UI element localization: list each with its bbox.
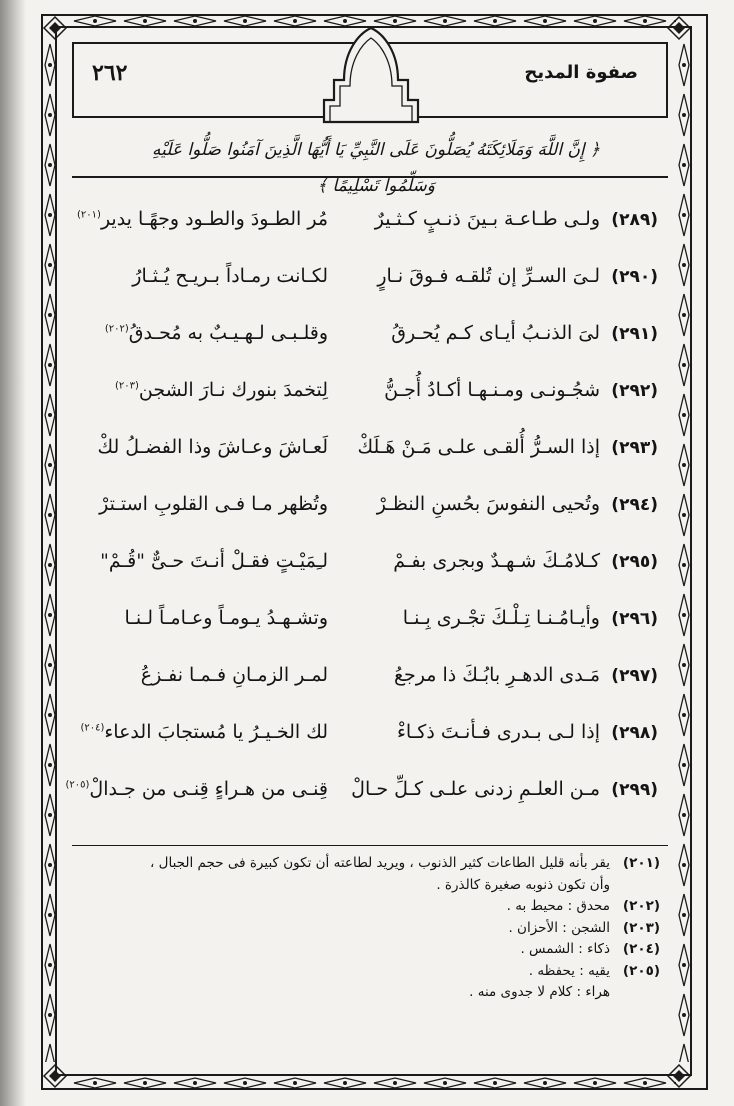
footnote-item bbox=[90, 982, 660, 1004]
poem-row bbox=[72, 367, 668, 424]
hemistich-text: لِتخمدَ بنورك نـارَ الشجن bbox=[138, 379, 328, 401]
footnote-item bbox=[90, 961, 660, 983]
verse-number: (٢٩٤) bbox=[611, 495, 658, 515]
footnote-text: يقر بأنه قليل الطاعات كثير الذنوب ، ويريد لطاعته أن تكون كبيرة فى حجم الجبال ، bbox=[150, 855, 610, 871]
hemistich-text: قِنـى من هـراءٍ قِنـى من جـدالْ bbox=[89, 778, 328, 800]
hemistich-text: وقلـبـى لـهـيـبٌ به مُحـدقُ bbox=[128, 322, 328, 344]
quran-verse-banner: ﴿ إِنَّ اللَّهَ وَمَلَائِكَتَهُ يُصَلُّونَ عَلَى النَّبِيِّ يَا أَيُّهَا الَّذِينَ آمَنُوا صَلُّوا عَلَيْهِ وَسَلِّمُوا تَسْلِيمًا ﴾ bbox=[151, 140, 601, 196]
left-border-ornament bbox=[43, 40, 57, 1062]
poem-row bbox=[72, 538, 668, 595]
hemistich-text: لك الخـيـرُ يا مُستجابَ الدعاء bbox=[104, 721, 328, 743]
verse-number: (٢٩٩) bbox=[611, 780, 658, 800]
verse-number: (٢٩٢) bbox=[611, 381, 658, 401]
footnote-item bbox=[90, 939, 660, 961]
hemistich-text: لـِمَيْـتٍ فقـلْ أنـتَ حـىٌّ "قُـمْ" bbox=[100, 550, 328, 572]
second-hemistich bbox=[73, 664, 328, 686]
footnote-item bbox=[90, 853, 660, 875]
footnote-text: ذكاء : الشمس . bbox=[520, 941, 610, 957]
verse-number: (٢٩٦) bbox=[611, 609, 658, 629]
footnote-divider bbox=[72, 845, 668, 846]
footnote-number: (٢٠٥) bbox=[622, 962, 660, 979]
poem-row bbox=[72, 652, 668, 709]
hemistich-text: لَعـاشَ وعـاشَ وذا الفضـلُ لكْ bbox=[97, 436, 328, 458]
footnote-marker: (٢٠٤) bbox=[80, 722, 105, 734]
poem-row bbox=[72, 595, 668, 652]
first-hemistich: شجُـونـى ومـنـهـا أكـادُ أُجـنُّ bbox=[384, 379, 600, 401]
footnote-text: يقيه : يحفظه . bbox=[528, 962, 610, 979]
verse-number: (٢٩٠) bbox=[611, 267, 658, 287]
hemistich-text: وتُظهر مـا فـى القلوبِ استـترْ bbox=[99, 493, 328, 515]
footnotes bbox=[90, 853, 660, 1004]
second-hemistich bbox=[73, 379, 328, 401]
footnote-marker: (٢٠١) bbox=[77, 209, 101, 221]
poem-row bbox=[72, 196, 668, 253]
poem-row bbox=[72, 310, 668, 367]
corner-ornament-icon bbox=[42, 15, 68, 41]
second-hemistich bbox=[73, 208, 328, 230]
second-hemistich bbox=[73, 607, 328, 629]
second-hemistich bbox=[73, 550, 328, 572]
first-hemistich: ولـى طـاعـة بـينَ ذنـبٍ كـثـيرٌ bbox=[374, 208, 600, 230]
poem-body bbox=[65, 196, 668, 826]
footnote-number: (٢٠١) bbox=[622, 855, 660, 871]
second-hemistich bbox=[65, 778, 328, 800]
first-hemistich: مـن العلـمِ زدنى علـى كـلِّ حـالْ bbox=[351, 778, 600, 800]
right-border-ornament bbox=[677, 40, 691, 1062]
poem-row bbox=[72, 481, 668, 538]
footnote-number: (٢٠٤) bbox=[622, 941, 660, 957]
second-hemistich bbox=[73, 721, 328, 743]
corner-ornament-icon bbox=[666, 15, 692, 41]
poem-row bbox=[72, 424, 668, 481]
footnote-text: وأن تكون ذنوبه صغيرة كالذرة . bbox=[436, 876, 610, 893]
verse-number: (٢٩٣) bbox=[611, 438, 658, 458]
poem-row bbox=[72, 253, 668, 310]
footnote-marker: (٢٠٣) bbox=[114, 380, 139, 392]
page-gutter-shadow bbox=[0, 0, 26, 1106]
corner-ornament-icon bbox=[42, 1063, 68, 1089]
footnote-text: الشجن : الأحزان . bbox=[508, 919, 610, 936]
footnote-item bbox=[90, 875, 660, 897]
first-hemistich: وأيـامُـنـا تِـلْـكَ تجْـرى بِـنـا bbox=[402, 607, 600, 629]
footnote-text: محدق : محيط به . bbox=[506, 898, 610, 914]
hemistich-text: مُر الطـودَ والطـود وجهًـا يدير bbox=[100, 208, 328, 230]
first-hemistich: وتُحيى النفوسَ بحُسنِ النظـرْ bbox=[376, 493, 600, 515]
first-hemistich: مَـدى الدهـرِ بابُـكَ ذا مرجعُ bbox=[393, 664, 600, 686]
page-number: ٢٦٢ bbox=[92, 60, 128, 86]
verse-number: (٢٩٥) bbox=[611, 552, 658, 572]
hemistich-text: وتشـهـدُ يـومـاً وعـامـاً لـنـا bbox=[124, 607, 328, 629]
verse-number: (٢٨٩) bbox=[611, 210, 658, 230]
footnote-item bbox=[90, 918, 660, 940]
section-title: صفوة المديح bbox=[524, 62, 638, 83]
second-hemistich bbox=[73, 322, 328, 344]
footnote-number: (٢٠٢) bbox=[622, 898, 660, 914]
poem-row bbox=[72, 709, 668, 766]
second-hemistich bbox=[73, 265, 328, 287]
footnote-marker: (٢٠٥) bbox=[65, 779, 90, 791]
footnote-marker: (٢٠٢) bbox=[104, 323, 129, 335]
bottom-border-ornament bbox=[70, 1077, 676, 1089]
second-hemistich bbox=[73, 436, 328, 458]
verse-number: (٢٩١) bbox=[611, 324, 658, 344]
first-hemistich: إذا لـى بـدرى فـأنـتَ ذكـاءْ bbox=[397, 721, 600, 743]
footnote-number: (٢٠٣) bbox=[622, 919, 660, 936]
footnote-item bbox=[90, 896, 660, 918]
poem-row bbox=[65, 766, 668, 823]
verse-number: (٢٩٧) bbox=[611, 666, 658, 686]
verse-number: (٢٩٨) bbox=[611, 723, 658, 743]
first-hemistich: لـىَ السـرِّ إن تُلقـه فـوقَ نـارٍ bbox=[377, 265, 600, 287]
header-divider bbox=[72, 176, 668, 178]
hemistich-text: لمـر الزمـانِ فـمـا نفـزعُ bbox=[140, 664, 328, 686]
hemistich-text: لكـانت رمـاداً بـريـح يُـثـارُ bbox=[132, 265, 328, 287]
first-hemistich: لىَ الذنـبُ أيـاى كـم يُحـرقُ bbox=[391, 322, 600, 344]
second-hemistich bbox=[73, 493, 328, 515]
corner-ornament-icon bbox=[666, 1063, 692, 1089]
footnote-text: هراء : كلام لا جدوى منه . bbox=[469, 984, 610, 1000]
crescent-arch-icon bbox=[318, 24, 424, 124]
first-hemistich: كـلامُـكَ شـهـدٌ وبجرى بفـمْ bbox=[393, 550, 600, 572]
first-hemistich: إذا السـرُّ أُلقـى علـى مَـنْ هَـلَكْ bbox=[357, 436, 600, 458]
